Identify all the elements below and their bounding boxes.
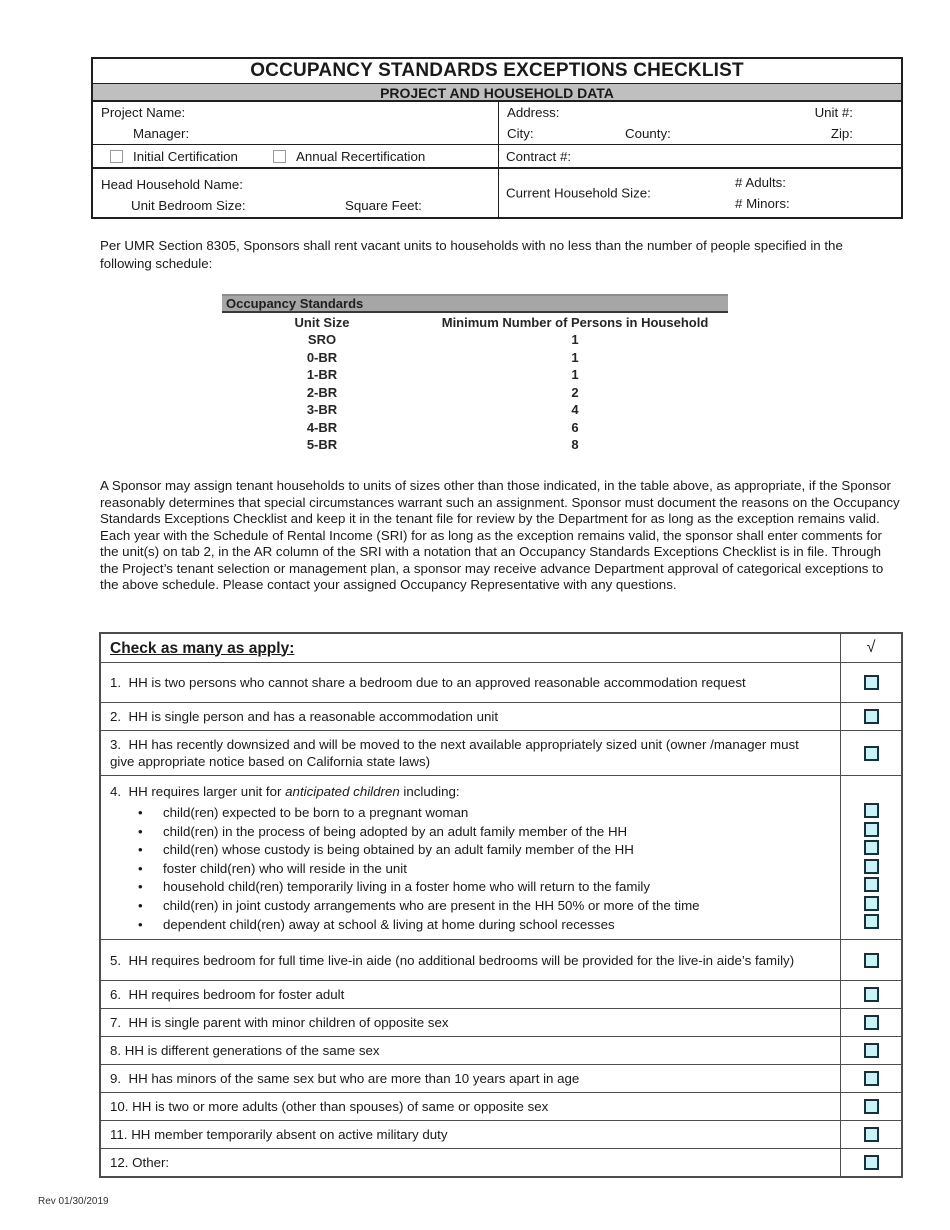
checklist-row-6 [101,980,901,1008]
item-4-bullet-6-checkbox[interactable] [864,896,879,911]
item-10-checkbox[interactable] [864,1099,879,1114]
checklist-row-11 [101,1120,901,1148]
cell-project-manager [93,102,499,144]
item-12-checkbox[interactable] [864,1155,879,1170]
contract-number-label: Contract #: [506,148,572,164]
row-certification [93,144,901,167]
checklist-item-text: 9. HH has minors of the same sex but who are more than 10 years apart in age [110,1071,580,1087]
table-row [222,366,728,384]
initial-certification-label: Initial Certification [133,148,238,164]
checklist-item-text: 8. HH is different generations of the same sex [110,1043,380,1059]
min-persons-value: 8 [571,437,579,452]
adults-label: # Adults: [735,175,787,190]
item-6-checkbox[interactable] [864,987,879,1002]
item-4-bullet-2-checkbox[interactable] [864,822,879,837]
unit-size-value: 2-BR [306,384,338,400]
checklist-row-7 [101,1008,901,1036]
item-11-checkbox[interactable] [864,1127,879,1142]
bullet-item: • child(ren) in joint custody arrangements who are present in the HH 50% or more of the time [110,897,826,916]
item-4-bullet-7-checkbox[interactable] [864,914,879,929]
unit-size-value: 1-BR [306,367,338,382]
unit-size-value: 5-BR [306,437,338,452]
unit-size-value: 0-BR [306,349,338,365]
checklist-item-text: 3. HH has recently downsized and will be moved to the next available appropriately sized unit (owner /manager must give appropriate notice based on California state laws) [110,737,803,769]
current-household-size-label: Current Household Size: [506,185,651,201]
initial-certification-checkbox[interactable] [110,150,123,163]
bullet-item: • dependent child(ren) away at school & living at home during school recesses [110,916,826,935]
table-row [222,436,728,454]
county-label: County: [625,126,671,141]
bullet-item: • household child(ren) temporarily living in a foster home who will return to the family [110,878,826,897]
item-2-checkbox[interactable] [864,709,879,724]
cell-household-size [499,169,901,217]
unit-bedroom-size-label: Unit Bedroom Size: [131,198,246,213]
head-household-name-label: Head Household Name: [101,177,243,192]
item-4-bullet-1-checkbox[interactable] [864,803,879,818]
minors-label: # Minors: [735,196,790,211]
revision-date: Rev 01/30/2019 [38,1196,109,1207]
min-persons-value: 4 [571,402,579,417]
checklist-item-text: 4. HH requires larger unit for anticipated children including: [110,784,460,799]
table-row [222,349,728,367]
checklist-row-9 [101,1064,901,1092]
section-banner: PROJECT AND HOUSEHOLD DATA [93,83,901,102]
cell-certification-type [93,145,499,167]
checklist-header-row [101,634,901,662]
unit-size-value: 4-BR [306,419,338,435]
checklist-item-text: 12. Other: [110,1155,170,1171]
body-paragraph: A Sponsor may assign tenant households to units of sizes other than those indicated, in the table above, as appropriate, if the Sponsor reasonably determines that special circumstances warrant such an assignment. Sponsor must document the reasons on the Occupancy Standards Exceptions Checklist and keep it in the tenant file for review by the Department for as long as the exception remains valid. Each year with the Schedule of Rental Income (SRI) for as long as the exception remains valid, the sponsor shall enter comments for the unit(s) on tab 2, in the AR column of the SRI with a notation that an Occupancy Standards Exceptions Checklist is in file. Through the Project’s tenant selection or management plan, a sponsor may receive advance Department approval of categorical exceptions to the above schedule. Please contact your assigned Occupancy Representative with any questions. [100,478,900,592]
row-household-info [93,167,901,217]
cell-address [499,102,901,144]
page-title: OCCUPANCY STANDARDS EXCEPTIONS CHECKLIST [250,60,744,81]
zip-label: Zip: [830,126,853,141]
address-label: Address: [507,105,560,120]
project-name-label: Project Name: [101,105,186,120]
checklist-title: Check as many as apply: [110,639,295,657]
checklist-row-5 [101,939,901,980]
table-row [222,419,728,437]
item-3-checkbox[interactable] [864,746,879,761]
cell-contract-number [499,145,901,167]
checklist-row-4 [101,775,901,939]
min-persons-value: 1 [571,349,579,365]
checklist-item-text: 1. HH is two persons who cannot share a bedroom due to an approved reasonable accommodation request [110,675,746,690]
cell-head-household [93,169,499,217]
checklist-item-text: 6. HH requires bedroom for foster adult [110,987,345,1003]
checklist-table [99,632,903,1178]
annual-recertification-checkbox[interactable] [273,150,286,163]
bullet-item: • foster child(ren) who will reside in the unit [110,860,826,879]
bullet-item: • child(ren) expected to be born to a pregnant woman [110,804,826,823]
min-persons-column-header: Minimum Number of Persons in Household [441,315,709,330]
unit-size-value: 3-BR [306,402,338,417]
item-4-bullet-3-checkbox[interactable] [864,840,879,855]
check-mark-column-header: √ [866,639,876,656]
square-feet-label: Square Feet: [345,198,422,213]
item-7-checkbox[interactable] [864,1015,879,1030]
intro-paragraph: Per UMR Section 8305, Sponsors shall rent vacant units to households with no less than the number of people specified in the following schedule: [100,238,843,271]
checklist-item-text: 11. HH member temporarily absent on active military duty [110,1127,448,1143]
item-8-checkbox[interactable] [864,1043,879,1058]
checklist-item-text: 2. HH is single person and has a reasonable accommodation unit [110,709,499,724]
bullet-item: • child(ren) whose custody is being obtained by an adult family member of the HH [110,841,826,860]
item-4-bullet-4-checkbox[interactable] [864,859,879,874]
item-4-bullet-5-checkbox[interactable] [864,877,879,892]
bullet-item: • child(ren) in the process of being adopted by an adult family member of the HH [110,823,826,842]
checklist-row-8 [101,1036,901,1064]
table-row [222,401,728,419]
checklist-item-text: 5. HH requires bedroom for full time live-in aide (no additional bedrooms will be provided for the live-in aide’s family) [110,952,795,968]
occupancy-standards-title: Occupancy Standards [222,294,728,313]
checklist-item-text: 10. HH is two or more adults (other than spouses) of same or opposite sex [110,1099,549,1115]
checklist-row-12 [101,1148,901,1176]
project-household-table [91,57,903,219]
row-project-address [93,102,901,144]
unit-size-column-header: Unit Size [294,315,350,330]
checklist-row-10 [101,1092,901,1120]
checklist-row-2 [101,702,901,730]
table-row [222,384,728,402]
min-persons-value: 2 [571,384,579,400]
city-label: City: [507,126,534,141]
occupancy-table-header [222,313,728,331]
table-row [222,331,728,349]
checklist-item-text: 7. HH is single parent with minor children of opposite sex [110,1015,449,1031]
manager-label: Manager: [133,126,190,141]
min-persons-value: 1 [571,332,579,347]
item-9-checkbox[interactable] [864,1071,879,1086]
annual-recertification-label: Annual Recertification [295,148,426,164]
anticipated-children-bullet-list [110,804,826,934]
checklist-row-3 [101,730,901,775]
min-persons-value: 6 [571,419,579,435]
item-5-checkbox[interactable] [864,953,879,968]
checklist-row-1 [101,662,901,702]
unit-size-value: SRO [307,332,337,347]
item-1-checkbox[interactable] [864,675,879,690]
occupancy-standards-table [222,294,728,454]
unit-number-label: Unit #: [814,105,853,120]
min-persons-value: 1 [571,367,579,382]
